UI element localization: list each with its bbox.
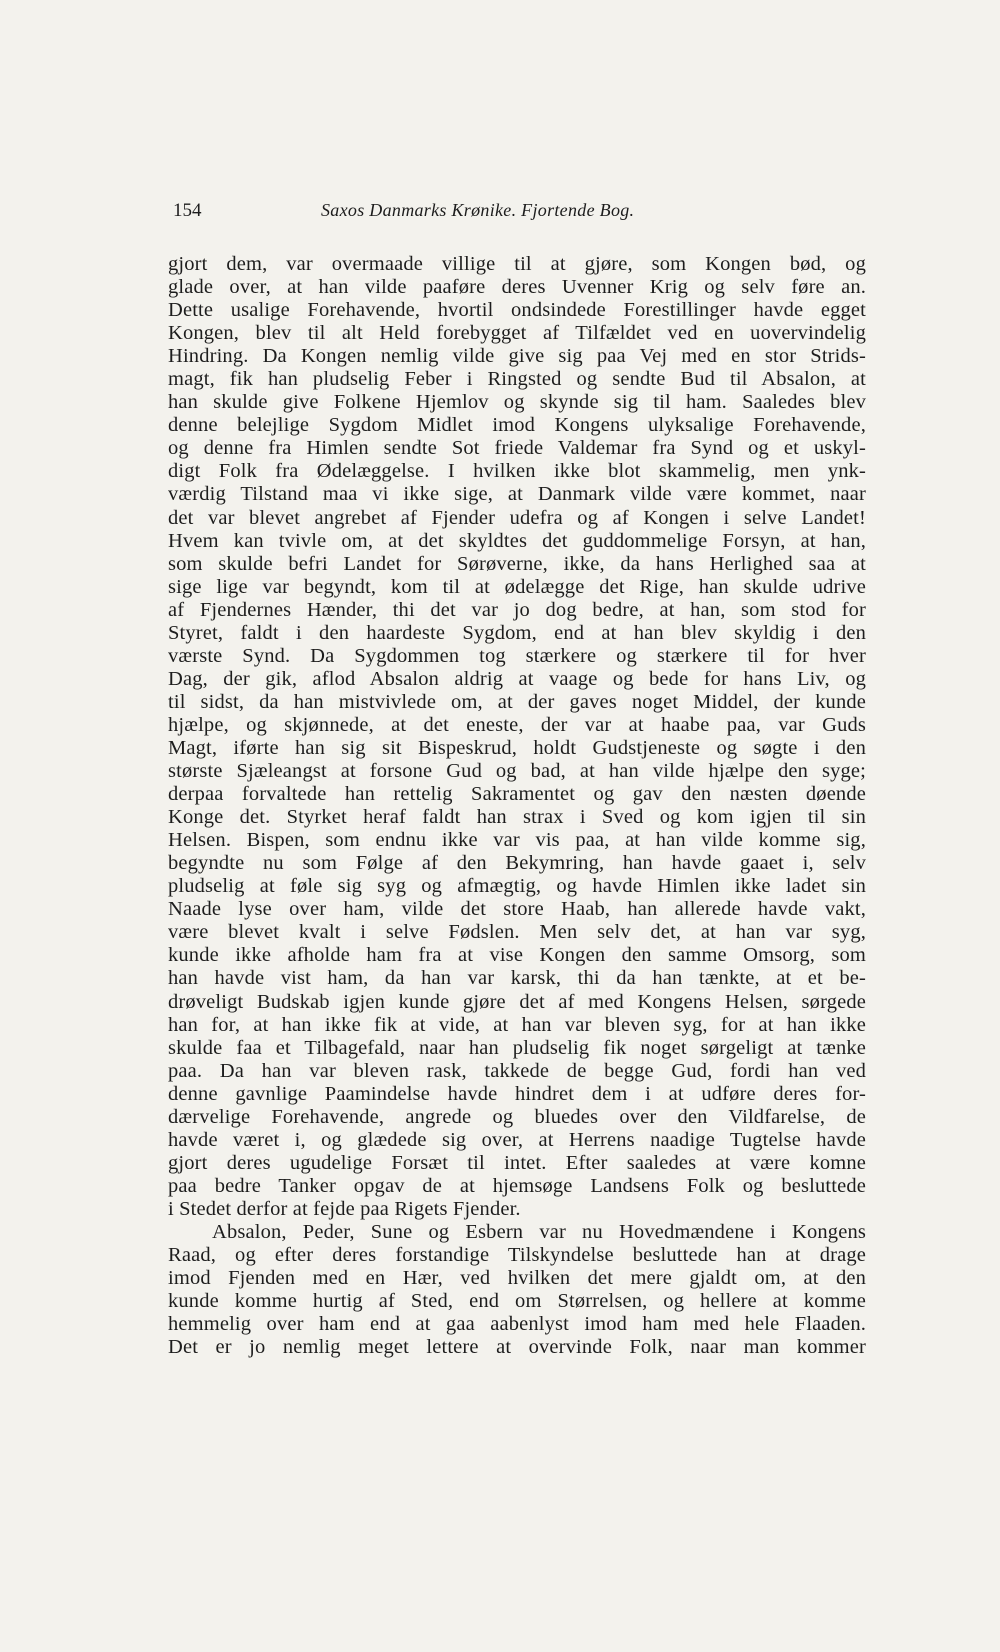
text-line: havde været i, og glædede sig over, at Herrens naadige Tugtelse havde (168, 1128, 866, 1151)
text-line: som skulde befri Landet for Sørøverne, ikke, da hans Herlighed saa at (168, 552, 866, 575)
text-line: Hindring. Da Kongen nemlig vilde give sig paa Vej med en stor Strids- (168, 345, 866, 368)
text-line: Absalon, Peder, Sune og Esbern var nu Hovedmændene i Kongens (212, 1220, 866, 1243)
text-line: Konge det. Styrket heraf faldt han strax i Sved og kom igjen til sin (168, 806, 866, 829)
page-number: 154 (173, 200, 202, 221)
text-line: begyndte nu som Følge af den Bekymring, han havde gaaet i, selv (168, 852, 866, 875)
text-line: paa. Da han var bleven rask, takkede de begge Gud, fordi han ved (168, 1059, 866, 1082)
text-line: Helsen. Bispen, som endnu ikke var vis paa, at han vilde komme sig, (168, 829, 866, 852)
text-line: være blevet kvalt i selve Fødslen. Men selv det, at han var syg, (168, 921, 866, 944)
text-line: imod Fjenden med en Hær, ved hvilken det mere gjaldt om, at den (168, 1267, 866, 1290)
text-line: han for, at han ikke fik at vide, at han var bleven syg, for at han ikke (168, 1013, 866, 1036)
text-line: det var blevet angrebet af Fjender udefra og af Kongen i selve Landet! (168, 506, 866, 529)
text-line: Raad, og efter deres forstandige Tilskyndelse besluttede han at drage (168, 1244, 866, 1267)
text-line: magt, fik han pludselig Feber i Ringsted og sendte Bud til Absalon, at (168, 368, 866, 391)
text-line: gjort dem, var overmaade villige til at gjøre, som Kongen bød, og (168, 253, 866, 275)
text-line: Dag, der gik, aflod Absalon aldrig at vaage og bede for hans Liv, og (168, 667, 866, 690)
text-line: Naade lyse over ham, vilde det store Haab, han allerede havde vakt, (168, 898, 866, 921)
text-line: og denne fra Himlen sendte Sot friede Valdemar fra Synd og et uskyl- (168, 437, 866, 460)
text-line: kunde komme hurtig af Sted, end om Størrelsen, og hellere at komme (168, 1290, 866, 1313)
text-line: han skulde give Folkene Hjemlov og skynde sig til ham. Saaledes blev (168, 391, 866, 414)
text-line: i Stedet derfor at fejde paa Rigets Fjender. (168, 1197, 521, 1220)
text-line: derpaa forvaltede han rettelig Sakramentet og gav den næsten døende (168, 783, 866, 806)
text-line: glade over, at han vilde paaføre deres Uvenner Krig og selv føre an. (168, 276, 866, 299)
text-line: hjælpe, og skjønnede, at det eneste, der var at haabe paa, var Guds (168, 713, 866, 736)
text-line: værdig Tilstand maa vi ikke sige, at Danmark vilde være kommet, naar (168, 483, 866, 506)
text-line: Magt, iførte han sig sit Bispeskrud, holdt Gudstjeneste og søgte i den (168, 736, 866, 759)
body-text (168, 253, 866, 1359)
text-line: af Fjendernes Hænder, thi det var jo dog bedre, at han, som stod for (168, 598, 866, 621)
text-line: paa bedre Tanker opgav de at hjemsøge Landsens Folk og besluttede (168, 1174, 866, 1197)
text-line: Dette usalige Forehavende, hvortil ondsindede Forestillinger havde egget (168, 299, 866, 322)
text-line: dærvelige Forehavende, angrede og bluedes over den Vildfarelse, de (168, 1105, 866, 1128)
text-line: denne gavnlige Paamindelse havde hindret dem i at udføre deres for- (168, 1082, 866, 1105)
text-line: hemmelig over ham end at gaa aabenlyst imod ham med hele Flaaden. (168, 1313, 866, 1336)
text-line: denne belejlige Sygdom Midlet imod Kongens ulyksalige Forehavende, (168, 414, 866, 437)
text-line: gjort deres ugudelige Forsæt til intet. Efter saaledes at være komne (168, 1151, 866, 1174)
text-line: Kongen, blev til alt Held forebygget af Tilfældet ved en uovervindelig (168, 322, 866, 345)
text-line: sige lige var begyndt, kom til at ødelægge det Rige, han skulde udrive (168, 575, 866, 598)
text-line: drøveligt Budskab igjen kunde gjøre det af med Kongens Helsen, sørgede (168, 990, 866, 1013)
text-line: kunde ikke afholde ham fra at vise Kongen den samme Omsorg, som (168, 944, 866, 967)
text-line: Styret, faldt i den haardeste Sygdom, end at han blev skyldig i den (168, 621, 866, 644)
text-line: Hvem kan tvivle om, at det skyldtes det guddommelige Forsyn, at han, (168, 529, 866, 552)
text-line: digt Folk fra Ødelæggelse. I hvilken ikke blot skammelig, men ynk- (168, 460, 866, 483)
text-line: største Sjæleangst at forsone Gud og bad, at han vilde hjælpe den syge; (168, 760, 866, 783)
text-line: skulde faa et Tilbagefald, naar han pludselig fik noget sørgeligt at tænke (168, 1036, 866, 1059)
text-line: værste Synd. Da Sygdommen tog stærkere og stærkere til for hver (168, 644, 866, 667)
running-head: Saxos Danmarks Krønike. Fjortende Bog. (321, 200, 635, 220)
text-line: pludselig at føle sig syg og afmægtig, og havde Himlen ikke ladet sin (168, 875, 866, 898)
text-line: han havde vist ham, da han var karsk, thi da han tænkte, at et be- (168, 967, 866, 990)
text-line: Det er jo nemlig meget lettere at overvinde Folk, naar man kommer (168, 1336, 866, 1359)
page-header (173, 200, 873, 230)
text-line: til sidst, da han mistvivlede om, at der gaves noget Middel, der kunde (168, 690, 866, 713)
